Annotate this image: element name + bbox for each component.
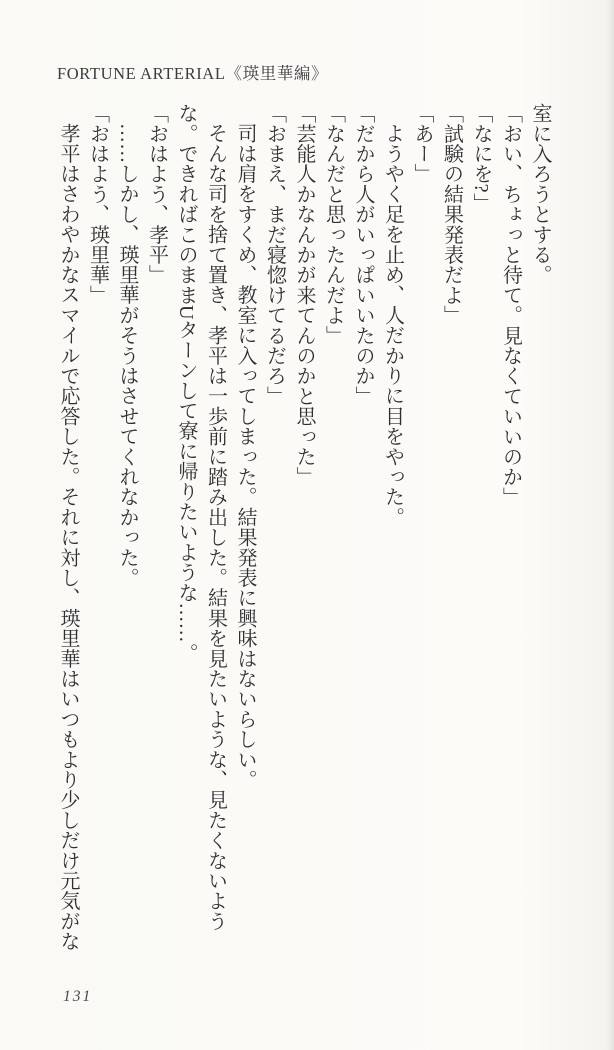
page-edge-shadow bbox=[606, 0, 614, 1050]
paragraph-dialogue: 「試験の結果発表だよ」 bbox=[440, 103, 463, 326]
paragraph-dialogue: 「おはよう、孝平」 bbox=[145, 103, 168, 285]
paragraph-narration: 司は肩をすくめ、教室に入ってしまった。結果発表に興味はないらしい。 bbox=[234, 123, 256, 790]
paragraph-narration: 孝平はさわやかなスマイルで応答した。それに対し、瑛里華はいつもより少しだけ元気がな bbox=[57, 123, 79, 952]
paragraph-narration: 室に入ろうとする。 bbox=[529, 103, 551, 285]
paragraph-dialogue: 「おはよう、瑛里華」 bbox=[86, 103, 109, 305]
paragraph-dialogue: 「あー」 bbox=[411, 103, 433, 184]
paragraph-narration: そんな司を捨て置き、孝平は一歩前に踏み出した。結果を見たいような、見たくないような。できればこのままUターンして寮に帰りたいような……。 bbox=[175, 103, 227, 931]
page-text bbox=[53, 103, 555, 967]
paragraph-narration: ……しかし、瑛里華がそうはさせてくれなかった。 bbox=[116, 123, 138, 588]
paragraph-dialogue: 「なにを?」 bbox=[470, 103, 492, 214]
page-number: 131 bbox=[63, 988, 93, 1005]
paragraph-dialogue: 「おい、ちょっと待て。見なくていいのか」 bbox=[499, 103, 522, 507]
paragraph-narration: ようやく足を止め、人だかりに目をやった。 bbox=[381, 123, 404, 527]
paragraph-dialogue: 「だから人がいっぱいいたのか」 bbox=[352, 103, 374, 406]
paragraph-dialogue: 「芸能人かなんかが来てんのかと思った」 bbox=[293, 103, 315, 487]
paragraph-dialogue: 「おまえ、まだ寝惚けてるだろ」 bbox=[263, 103, 286, 406]
paragraph-dialogue: 「なんだと思ったんだよ」 bbox=[322, 103, 345, 346]
running-header: FORTUNE ARTERIAL《瑛里華編》 bbox=[57, 64, 329, 83]
